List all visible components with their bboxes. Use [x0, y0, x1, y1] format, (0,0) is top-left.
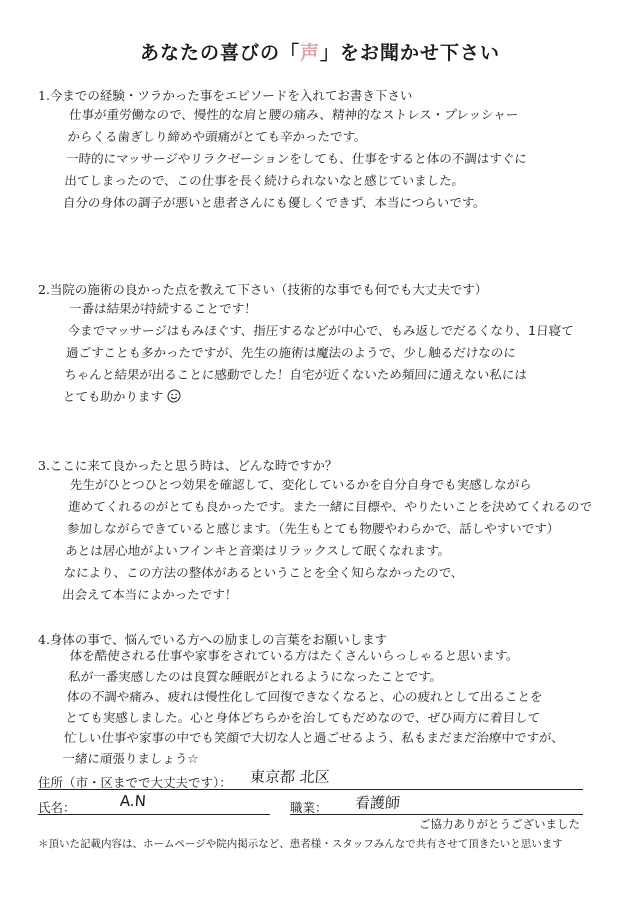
address-underline — [38, 789, 583, 790]
address-label: 住所（市・区までで大丈夫です）： — [38, 775, 232, 790]
answer-4-line: 私が一番実感したのは良質な睡眠がとれるようになったことです。 — [67, 668, 443, 684]
answer-2 — [62, 298, 630, 408]
answer-3-line: あとは居心地がよいフインキと音楽はリラックスして眠くなれます。 — [64, 543, 451, 558]
answer-1-line: 仕事が重労働なので、慢性的な肩と腰の痛み、精神的なストレス・プレッシャー — [68, 107, 519, 122]
answer-2-line: 今までマッサージはもみほぐす、指圧するなどが中心で、もみ返しでだるくなり、1日寝て — [67, 323, 575, 338]
answer-3-line: 進めてくれるのがとても良かったです。また一緒に目標や、やりたいことを決めてくれるので — [67, 499, 593, 514]
question-2: 2.当院の施術の良かった点を教えて下さい（技術的な事でも何でも大丈夫です） — [38, 282, 488, 297]
answer-1-line: 出てしまったので、この仕事を長く続けられないなと感じていました。 — [63, 173, 465, 188]
footnote: ＊頂いた記載内容は、ホームページや院内掲示など、患者様・スタッフみんなで共有させて頂きたいと思います — [38, 838, 563, 850]
answer-2-line: 過ごすことも多かったですが、先生の施術は魔法のようで、少し触るだけなのに — [65, 345, 517, 360]
answer-3 — [61, 474, 630, 606]
title-accent-char: 声 — [299, 42, 320, 64]
answer-1-line: からくる歯ぎしり締めや頭痛がとても辛かったです。 — [67, 129, 368, 144]
name-value: A.N — [119, 792, 147, 810]
answer-4-line: 一緒に頑張りましょう☆ — [61, 750, 200, 766]
answer-2-line: 一番は結果が持続することです！ — [68, 301, 258, 316]
answer-4 — [62, 646, 631, 769]
answer-2-line: ちゃんと結果が出ることに感動でした！自宅が近くないため頻回に通えない私には — [63, 367, 528, 382]
address-value: 東京都 北区 — [249, 768, 331, 786]
question-4: 4.身体の事で、悩んでいる方への励ましの言葉をお願いします — [38, 632, 388, 647]
answer-3-line: なにより、この方法の整体があるということを全く知らなかったので、 — [63, 565, 465, 580]
name-underline — [38, 814, 270, 815]
answer-4-line: 体を酷使される仕事や家事をされている方はたくさんいらっしゃると思います。 — [69, 648, 520, 663]
question-3: 3.ここに来て良かったと思う時は、どんな時ですか？ — [38, 458, 338, 473]
answer-4-line: 忙しい仕事や家事の中でも笑顔で大切な人と過ごせるよう、私もまだまだ治療中ですが、 — [63, 730, 565, 745]
job-label: 職業： — [290, 800, 328, 815]
page-title: あなたの喜びの「声」をお聞かせ下さい — [139, 42, 501, 64]
smiley-icon — [167, 389, 182, 403]
question-1: 1.今までの経験・ツラかった事をエピソードを入れてお書き下さい — [38, 88, 413, 103]
answer-2-line — [62, 386, 624, 408]
job-value: 看護師 — [354, 794, 401, 812]
answer-3-line: 出会えて本当によかったです！ — [61, 587, 238, 602]
name-label: 氏名： — [38, 800, 76, 815]
answer-2-line-text: とても助かります — [62, 389, 164, 404]
answer-1 — [62, 104, 630, 214]
job-underline — [290, 814, 583, 815]
answer-3-line: 参加しながらできていると感じます。（先生もとても物腰やわらかで、話しやすいです） — [66, 521, 560, 536]
thanks-text: ご協力ありがとうございました — [419, 817, 580, 831]
answer-4-line: 体の不調や痛み、疲れは慢性化して回復できなくなると、心の疲れとして出ることを — [66, 689, 544, 704]
answer-3-line: 先生がひとつひとつ効果を確認して、変化しているかを自分自身でも実感しながら — [69, 477, 533, 492]
answer-1-line: 一時的にマッサージやリラクゼーションをしても、仕事をすると体の不調はすぐに — [65, 151, 528, 166]
answer-4-line: とても実感しました。心と身体どちらかを治してもだめなので、ぜひ両方に着目して — [64, 709, 541, 725]
answer-1-line: 自分の身体の調子が悪いと患者さんにも優しくできず、本当につらいです。 — [62, 195, 487, 210]
